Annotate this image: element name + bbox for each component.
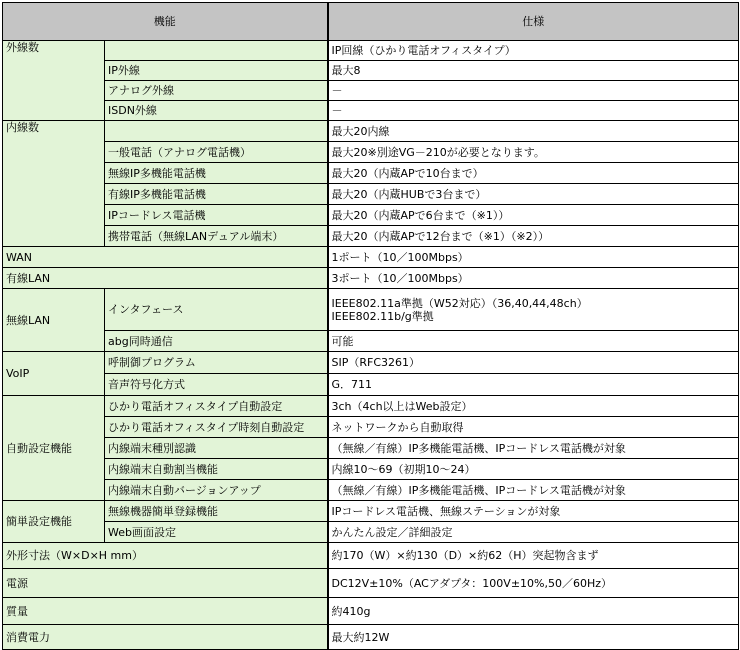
table-row — [3, 268, 739, 289]
category-label: 自動設定機能 — [3, 396, 105, 501]
spec-value: かんたん設定／詳細設定 — [328, 522, 739, 543]
table-row — [3, 142, 739, 163]
feature-label: ひかり電話オフィスタイプ時刻自動設定 — [105, 417, 328, 438]
feature-label: Web画面設定 — [105, 522, 328, 543]
feature-label: 一般電話（アナログ電話機） — [105, 142, 328, 163]
spec-value: 最大20（内蔵APで12台まで（※1）（※2）） — [328, 226, 739, 247]
table-row — [3, 501, 739, 522]
empty-cell — [105, 121, 328, 142]
feature-label: 携帯電話（無線LANデュアル端末） — [105, 226, 328, 247]
feature-label: abg同時通信 — [105, 331, 328, 352]
category-label: 外形寸法（W×D×H mm） — [3, 543, 328, 569]
spec-value: 最大20内線 — [328, 121, 739, 142]
spec-header: 仕様 — [328, 3, 739, 41]
feature-label: 無線IP多機能電話機 — [105, 163, 328, 184]
spec-value: 3ポート（10／100Mbps） — [328, 268, 739, 289]
table-row — [3, 101, 739, 121]
table-row — [3, 569, 739, 598]
spec-value: 最大8 — [328, 61, 739, 81]
table-row — [3, 522, 739, 543]
spec-value-line: IEEE802.11a準拠（W52対応）（36,40,44,48ch） — [331, 296, 588, 310]
category-label: 質量 — [3, 598, 328, 625]
spec-value: （無線／有線）IP多機能電話機、IPコードレス電話機が対象 — [328, 438, 739, 459]
table-row — [3, 543, 739, 569]
table-row — [3, 598, 739, 625]
header-row — [3, 3, 739, 41]
feature-label: 有線IP多機能電話機 — [105, 184, 328, 205]
feature-label: 無線機器簡単登録機能 — [105, 501, 328, 522]
spec-value: 3ch（4ch以上はWeb設定） — [328, 396, 739, 417]
spec-value: IPコードレス電話機、無線ステーションが対象 — [328, 501, 739, 522]
spec-value: 内線10～69（初期10～24） — [328, 459, 739, 480]
category-label: VoIP — [3, 352, 105, 396]
spec-value: G．711 — [328, 374, 739, 396]
feature-header: 機能 — [3, 3, 328, 41]
table-row — [3, 374, 739, 396]
table-row — [3, 226, 739, 247]
feature-label: IPコードレス電話機 — [105, 205, 328, 226]
spec-value: 可能 — [328, 331, 739, 352]
spec-value — [328, 289, 739, 331]
table-row — [3, 459, 739, 480]
category-label: 電源 — [3, 569, 328, 598]
table-row — [3, 205, 739, 226]
spec-table — [2, 2, 739, 650]
category-label: 簡単設定機能 — [3, 501, 105, 543]
spec-value: DC12V±10%（ACアダプタ：100V±10%,50／60Hz） — [328, 569, 739, 598]
spec-value: ネットワークから自動取得 — [328, 417, 739, 438]
category-label: 有線LAN — [3, 268, 328, 289]
table-row — [3, 41, 739, 61]
table-row — [3, 352, 739, 374]
feature-label: IP外線 — [105, 61, 328, 81]
spec-value: IP回線（ひかり電話オフィスタイプ） — [328, 41, 739, 61]
spec-value: 1ポート（10／100Mbps） — [328, 247, 739, 268]
spec-value: 約170（W）×約130（D）×約62（H）突起物含まず — [328, 543, 739, 569]
feature-label: アナログ外線 — [105, 81, 328, 101]
table-row — [3, 81, 739, 101]
table-row — [3, 163, 739, 184]
spec-value: 最大約12W — [328, 625, 739, 650]
spec-value-line: IEEE802.11b/g準拠 — [331, 309, 434, 323]
feature-label: 内線端末自動割当機能 — [105, 459, 328, 480]
category-label: WAN — [3, 247, 328, 268]
table-row — [3, 121, 739, 142]
feature-label: インタフェース — [105, 289, 328, 331]
table-row — [3, 247, 739, 268]
spec-value: 最大20（内蔵APで10台まで） — [328, 163, 739, 184]
table-row — [3, 396, 739, 417]
empty-cell — [105, 41, 328, 61]
table-row — [3, 331, 739, 352]
feature-label: 音声符号化方式 — [105, 374, 328, 396]
feature-label: ISDN外線 — [105, 101, 328, 121]
spec-value: － — [328, 81, 739, 101]
category-label: 内線数 — [3, 121, 105, 247]
category-label: 消費電力 — [3, 625, 328, 650]
table-row — [3, 438, 739, 459]
table-row — [3, 289, 739, 331]
spec-value: － — [328, 101, 739, 121]
table-row — [3, 417, 739, 438]
table-row — [3, 61, 739, 81]
spec-value: 最大20（内蔵APで6台まで（※1）） — [328, 205, 739, 226]
table-row — [3, 184, 739, 205]
feature-label: 内線端末自動バージョンアップ — [105, 480, 328, 501]
spec-value: （無線／有線）IP多機能電話機、IPコードレス電話機が対象 — [328, 480, 739, 501]
spec-value: 最大20（内蔵HUBで3台まで） — [328, 184, 739, 205]
spec-value: 約410g — [328, 598, 739, 625]
feature-label: 呼制御プログラム — [105, 352, 328, 374]
feature-label: 内線端末種別認識 — [105, 438, 328, 459]
table-row — [3, 480, 739, 501]
spec-value: 最大20※別途VG－210が必要となります。 — [328, 142, 739, 163]
feature-label: ひかり電話オフィスタイプ自動設定 — [105, 396, 328, 417]
category-label: 外線数 — [3, 41, 105, 121]
category-label: 無線LAN — [3, 289, 105, 352]
spec-value: SIP（RFC3261） — [328, 352, 739, 374]
